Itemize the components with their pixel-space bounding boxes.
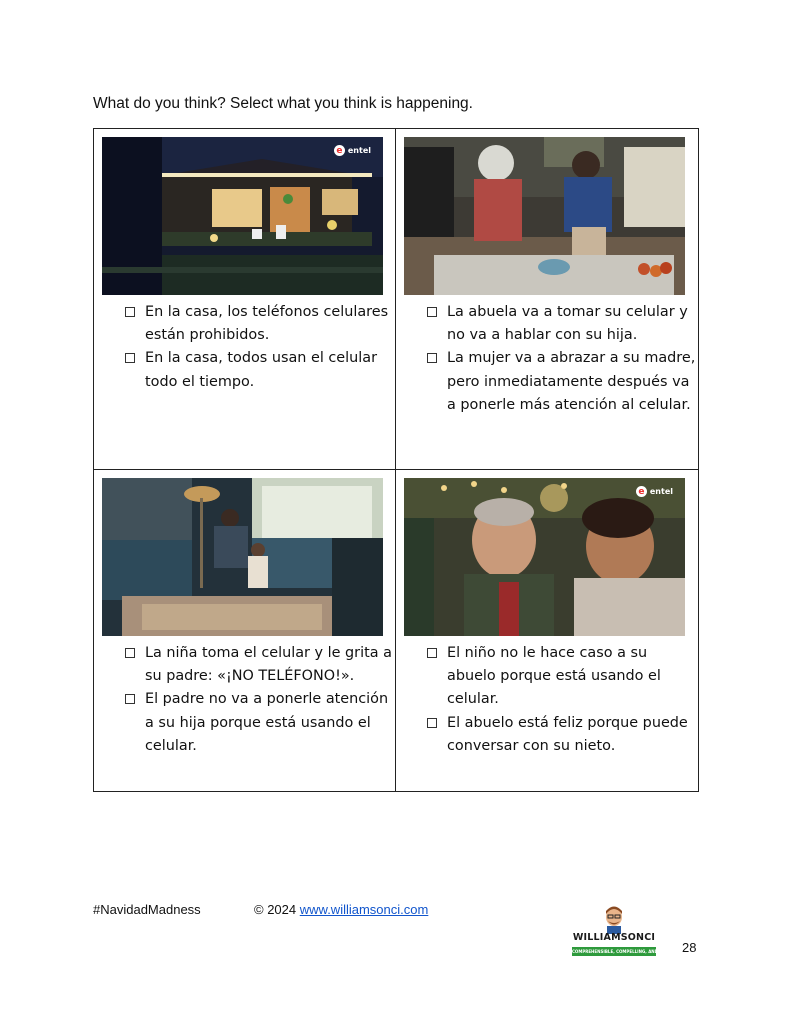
footer-hashtag: #NavidadMadness <box>93 902 201 917</box>
brand-name: WILLIAMSONCI <box>572 932 656 943</box>
checkbox[interactable] <box>427 307 437 317</box>
copyright-text: © 2024 <box>254 902 297 917</box>
list-item[interactable] <box>427 347 697 417</box>
option-text: La abuela va a tomar su celular y no va a hablar con su hija. <box>447 304 688 344</box>
list-item[interactable] <box>125 642 395 688</box>
option-text: La mujer va a abrazar a su madre, pero inmediatamente después va a ponerle más atención al celular. <box>447 350 696 413</box>
option-text: La niña toma el celular y le grita a su padre: «¡NO TELÉFONO!». <box>145 645 392 685</box>
footer-copyright <box>254 902 428 917</box>
checkbox[interactable] <box>125 353 135 363</box>
option-text: El padre no va a ponerle atención a su hija porque está usando el celular. <box>145 691 389 754</box>
list-item[interactable] <box>125 301 395 347</box>
page-number: 28 <box>682 940 697 955</box>
option-text: En la casa, los teléfonos celulares están prohibidos. <box>145 304 389 344</box>
brand-logo <box>570 906 669 958</box>
checkbox[interactable] <box>427 648 437 658</box>
entel-logo: e entel <box>636 486 673 497</box>
entel-logo: e entel <box>334 145 371 156</box>
activity-grid <box>93 128 699 792</box>
options-list <box>427 301 697 417</box>
panel-1 <box>94 129 396 470</box>
options-list <box>125 301 395 394</box>
options-list <box>427 642 697 758</box>
option-text: El niño no le hace caso a su abuelo porque está usando el celular. <box>447 645 661 708</box>
panel-4 <box>396 470 698 791</box>
list-item[interactable] <box>125 347 395 393</box>
panel-2 <box>396 129 698 470</box>
option-text: El abuelo está feliz porque puede conversar con su nieto. <box>447 714 688 754</box>
checkbox[interactable] <box>125 694 135 704</box>
checkbox[interactable] <box>125 307 135 317</box>
list-item[interactable] <box>125 688 395 758</box>
list-item[interactable] <box>427 301 697 347</box>
options-list <box>125 642 395 758</box>
panel-3 <box>94 470 396 791</box>
avatar-icon <box>603 906 625 934</box>
brand-tagline: COMPREHENSIBLE, COMPELLING, AND FUN <box>572 949 669 954</box>
scene-image-kitchen <box>404 137 685 295</box>
instructions-heading: What do you think? Select what you think is happening. <box>93 95 473 112</box>
checkbox[interactable] <box>427 353 437 363</box>
scene-image-living-room <box>102 478 383 636</box>
option-text: En la casa, todos usan el celular todo el tiempo. <box>145 350 378 390</box>
list-item[interactable] <box>427 642 697 712</box>
list-item[interactable] <box>427 712 697 758</box>
checkbox[interactable] <box>427 718 437 728</box>
website-link[interactable]: www.williamsonci.com <box>299 902 429 917</box>
scene-image-grandfather-boy <box>404 478 685 636</box>
checkbox[interactable] <box>125 648 135 658</box>
scene-image-house-night <box>102 137 383 295</box>
